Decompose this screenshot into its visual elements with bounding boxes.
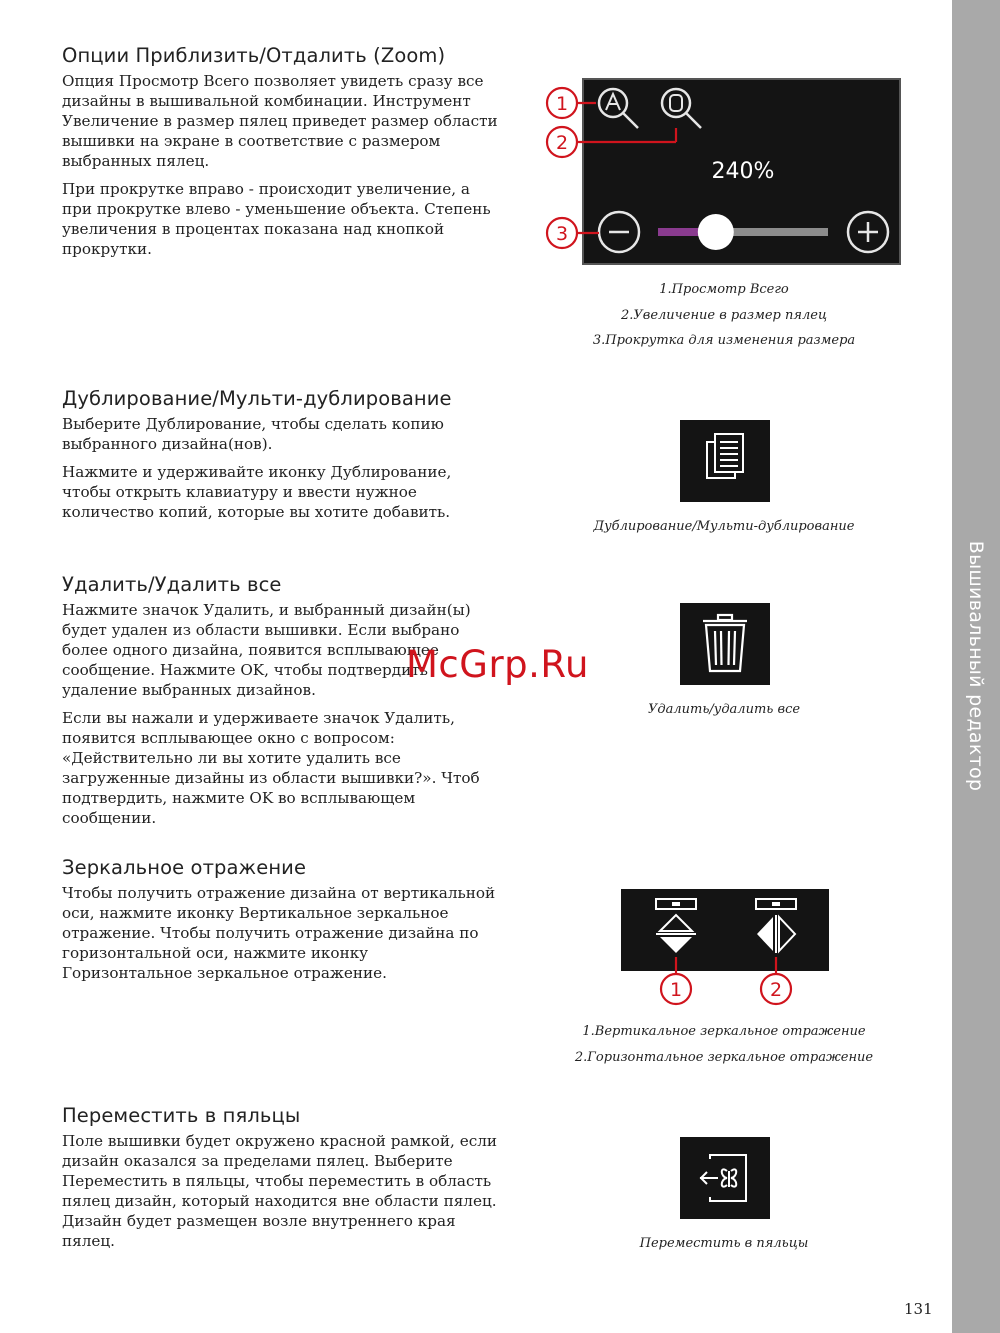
callout-1: 1	[669, 979, 683, 1001]
watermark: McGrp.Ru	[406, 643, 589, 686]
section-duplicate	[62, 387, 502, 530]
mirror-panel	[621, 889, 829, 971]
move-to-hoop-button[interactable]	[680, 1137, 770, 1219]
duplicate-caption: Дублирование/Мульти-дублирование	[593, 519, 855, 534]
paragraph: Поле вышивки будет окружено красной рамкой, если дизайн оказался за пределами пялец. Выберите Переместить в пяльцы, чтобы переместить в область пялец дизайн, который находится вне области пялец. Дизайн будет размещен возле внутреннего края пялец.	[62, 1132, 497, 1250]
callout-1: 1	[555, 93, 569, 115]
paragraph: При прокрутке вправо - происходит увеличение, а при прокрутке влево - уменьшение объекта. Степень увеличения в процентах показана над кнопкой прокрутки.	[62, 180, 491, 258]
move-caption: Переместить в пяльцы	[639, 1236, 809, 1251]
section-move	[62, 1104, 502, 1259]
paragraph: Опция Просмотр Всего позволяет увидеть сразу все дизайны в вышивальной комбинации. Инструмент Увеличение в размер пялец приведет размер области вышивки на экране в соответствие с размером выбранных пялец.	[62, 72, 498, 170]
duplicate-button[interactable]	[680, 420, 770, 502]
paragraph: Выберите Дублирование, чтобы сделать копию выбранного дизайна(нов).	[62, 415, 444, 453]
callout-3: 3	[555, 223, 569, 245]
caption-line: 2.Увеличение в размер пялец	[620, 307, 828, 323]
section-zoom	[62, 44, 502, 267]
zoom-captions	[593, 277, 855, 354]
paragraph: Чтобы получить отражение дизайна от вертикальной оси, нажмите иконку Вертикальное зеркальное отражение. Чтобы получить отражение дизайна по горизонтальной оси, нажмите иконку Горизонтальное зеркальное отражение.	[62, 884, 496, 982]
page-number: 131	[904, 1300, 933, 1318]
mirror-captions	[575, 1019, 873, 1070]
mirror-figure	[620, 887, 832, 1007]
paragraph: Если вы нажали и удерживаете значок Удалить, появится всплывающее окно с вопросом: «Действительно ли вы хотите удалить все загруженные дизайны из области вышивки?». Чтоб подтвердить, нажмите OK во всплывающем сообщении.	[62, 709, 480, 827]
paragraph: Нажмите и удерживайте иконку Дублирование, чтобы открыть клавиатуру и ввести нужное количество копий, которые вы хотите добавить.	[62, 463, 452, 521]
slider-knob[interactable]	[698, 214, 734, 250]
section-title: Дублирование/Мульти-дублирование	[62, 387, 452, 410]
duplicate-icon	[680, 420, 770, 502]
caption-line: 2.Горизонтальное зеркальное отражение	[574, 1049, 874, 1065]
delete-button[interactable]	[680, 603, 770, 685]
section-mirror	[62, 856, 502, 991]
chapter-label: Вышивальный редактор	[965, 540, 987, 792]
zoom-panel-figure	[540, 76, 910, 268]
section-title: Удалить/Удалить все	[62, 573, 282, 596]
caption-line: 1.Вертикальное зеркальное отражение	[582, 1024, 866, 1039]
move-to-hoop-icon	[680, 1137, 770, 1219]
caption-line: 3.Прокрутка для изменения размера	[592, 333, 856, 348]
paragraph: Нажмите значок Удалить, и выбранный дизайн(ы) будет удален из области вышивки. Если выбрано более одного дизайна, появится всплывающее сообщение. Нажмите OK, чтобы подтвердить удаление выбранных дизайнов.	[62, 601, 471, 699]
section-title: Опции Приблизить/Отдалить (Zoom)	[62, 44, 446, 67]
delete-caption: Удалить/удалить все	[647, 702, 801, 717]
zoom-value: 240%	[711, 159, 775, 184]
callout-2: 2	[555, 132, 569, 154]
section-title: Переместить в пяльцы	[62, 1104, 301, 1127]
trash-icon	[680, 603, 770, 685]
section-delete	[62, 573, 502, 836]
section-title: Зеркальное отражение	[62, 856, 307, 879]
caption-line: 1.Просмотр Всего	[659, 282, 789, 297]
callout-2: 2	[769, 979, 783, 1001]
